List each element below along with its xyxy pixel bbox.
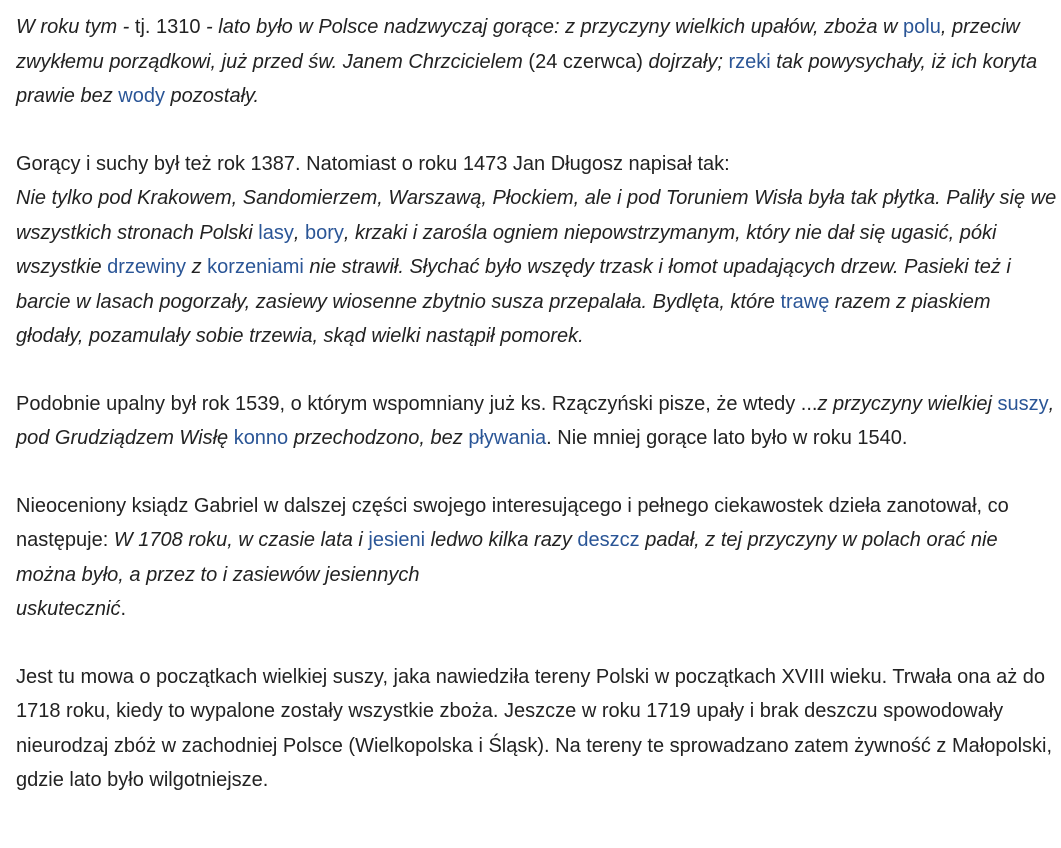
- paragraph-1473: [16, 147, 1061, 354]
- link-wody[interactable]: wody: [118, 85, 165, 107]
- link-lasy[interactable]: lasy: [258, 221, 294, 244]
- quote-text: Nie tylko pod Krakowem, Sandomierzem, Warszawą, Płockiem, ale i pod Toruniem Wisła była tak płytka. Paliły się we wszystkich stronach Polski: [16, 187, 1057, 244]
- link-bory[interactable]: bory: [305, 221, 344, 244]
- link-suszy[interactable]: suszy: [997, 392, 1049, 415]
- quote-text: z: [186, 256, 208, 278]
- plain-text: Jest tu mowa o początkach wielkiej suszy, jaka nawiedziła tereny Polski w początkach XVIII wieku. Trwała ona aż do 1718 roku, kiedy to wypalone zostały wszystkie zboża. Jeszcze w roku 1719 upały i brak deszczu spowodowały nieurodzaj zbóż w zachodniej Polsce (Wielkopolska i Śląsk). Na tereny te sprowadzano zatem żywność z Małopolski, gdzie lato było wilgotniejsze.: [16, 665, 1053, 791]
- quote-text: tak powysychały, iż ich koryta prawie bez: [16, 50, 1038, 107]
- plain-text: (24 czerwca): [528, 50, 643, 73]
- link-jesieni[interactable]: jesieni: [368, 529, 426, 551]
- quote-text: ,: [293, 221, 305, 244]
- link-rzeki[interactable]: rzeki: [728, 50, 771, 73]
- paragraph-1708: [16, 489, 1061, 627]
- link-plywania[interactable]: pływania: [468, 427, 547, 449]
- link-korzeniami[interactable]: korzeniami: [207, 256, 304, 278]
- plain-text: .: [120, 598, 127, 620]
- link-trawe[interactable]: trawę: [780, 290, 830, 313]
- article-body: [16, 10, 1061, 831]
- quote-text: W roku tym -: [16, 16, 135, 38]
- quote-text: ledwo kilka razy: [425, 529, 578, 551]
- plain-text: Nie mniej gorące lato było w roku 1540.: [551, 427, 908, 449]
- plain-text: tj. 1310: [134, 16, 201, 38]
- link-deszcz[interactable]: deszcz: [577, 529, 640, 551]
- link-drzewiny[interactable]: drzewiny: [107, 256, 187, 278]
- quote-text: nie strawił. Słychać było wszędy trzask i łomot upadających drzew. Pasieki też i barcie w lasach pogorzały, zasiewy wiosenne zbytnio susza przepalała. Bydlęta, które: [16, 256, 1011, 313]
- quote-text: z przyczyny wielkiej: [817, 392, 998, 415]
- plain-text: Gorący i suchy był też rok 1387. Natomiast o roku 1473 Jan Długosz napisał tak:: [16, 152, 730, 175]
- paragraph-1539: [16, 387, 1061, 456]
- paragraph-1310: [16, 10, 1061, 114]
- quote-text: , krzaki i zarośla ogniem niepowstrzymanym, który nie dał się ugasić, póki wszystkie: [16, 221, 997, 278]
- paragraph-1718: [16, 660, 1061, 798]
- quote-text: razem z piaskiem głodały, pozamulały sobie trzewia, skąd wielki nastąpił pomorek.: [16, 290, 991, 347]
- link-polu[interactable]: polu: [903, 16, 941, 38]
- plain-text: .: [546, 427, 552, 449]
- quote-text: , pod Grudziądzem Wisłę: [16, 392, 1055, 449]
- quote-text: uskutecznić: [16, 598, 121, 620]
- quote-text: padał, z tej przyczyny w polach orać nie można było, a przez to i zasiewów jesiennych: [16, 529, 998, 586]
- quote-text: W 1708 roku, w czasie lata i: [113, 529, 369, 551]
- quote-text: przechodzono, bez: [288, 427, 469, 449]
- quote-text: pozostały.: [164, 85, 260, 107]
- plain-text: Podobnie upalny był rok 1539, o którym wspomniany już ks. Rzączyński pisze, że wtedy ...: [16, 392, 818, 415]
- plain-text: Nieoceniony ksiądz Gabriel w dalszej części swojego interesującego i pełnego ciekawostek dzieła zanotował, co następuje:: [16, 494, 1009, 551]
- quote-text: , przeciw zwykłemu porządkowi, już przed św. Janem Chrzcicielem: [16, 16, 1020, 73]
- quote-text: dojrzały;: [642, 50, 729, 73]
- quote-text: - lato było w Polsce nadzwyczaj gorące: z przyczyny wielkich upałów, zboża w: [200, 16, 904, 38]
- link-konno[interactable]: konno: [233, 427, 289, 449]
